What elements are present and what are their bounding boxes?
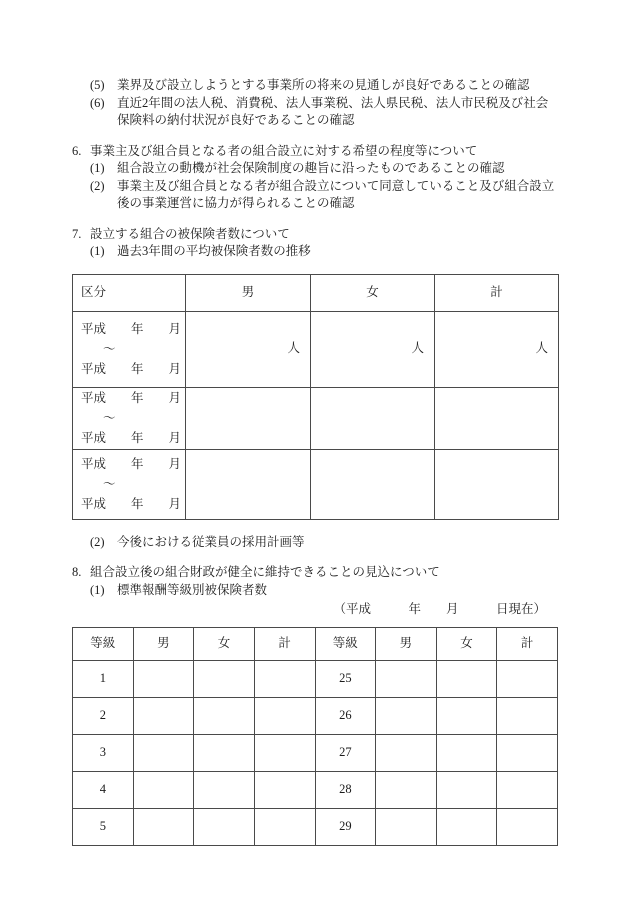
grade-cell bbox=[194, 734, 255, 771]
section-7-item-2 bbox=[90, 534, 558, 552]
grade-cell: 26 bbox=[315, 697, 376, 734]
grade-cell bbox=[376, 697, 437, 734]
item-label: (1) bbox=[90, 582, 105, 597]
section-number: 6. bbox=[72, 143, 82, 158]
grade-cell bbox=[133, 660, 194, 697]
column-header: 男 bbox=[186, 274, 311, 311]
column-header: 計 bbox=[497, 627, 558, 660]
item-text: 組合設立の動機が社会保険制度の趣旨に沿ったものであることの確認 bbox=[117, 161, 505, 175]
grade-cell bbox=[254, 660, 315, 697]
grade-table-header-row bbox=[73, 627, 558, 660]
section-8-item-1 bbox=[90, 582, 558, 600]
count-cell bbox=[435, 449, 559, 519]
grade-cell: 27 bbox=[315, 734, 376, 771]
item-text: 事業主及び組合員となる者が組合設立について同意していること及び組合設立後の事業運営に協力が得られることの確認 bbox=[117, 178, 555, 210]
period-cell bbox=[73, 449, 186, 519]
avg-insured-table bbox=[72, 274, 559, 520]
item-label: (1) bbox=[90, 161, 105, 175]
period-line: 平成 年 月 bbox=[81, 362, 182, 376]
item-text: 標準報酬等級別被保険者数 bbox=[117, 582, 268, 597]
section-title: 組合設立後の組合財政が健全に維持できることの見込について bbox=[90, 565, 440, 579]
section-6-item-2 bbox=[90, 178, 558, 213]
item-label: (6) bbox=[90, 95, 105, 110]
grade-cell: 3 bbox=[73, 734, 134, 771]
count-cell bbox=[311, 449, 435, 519]
count-cell: 人 bbox=[186, 311, 311, 387]
grade-cell: 2 bbox=[73, 697, 134, 734]
item-text: 業界及び設立しようとする事業所の将来の見通しが良好であることの確認 bbox=[117, 78, 530, 92]
avg-table-row bbox=[73, 311, 559, 387]
item-text: 過去3年間の平均被保険者数の推移 bbox=[117, 244, 311, 258]
period-line: ～ bbox=[103, 411, 116, 425]
grade-cell bbox=[376, 660, 437, 697]
grade-cell bbox=[194, 771, 255, 808]
grade-cell bbox=[254, 771, 315, 808]
grade-cell bbox=[194, 808, 255, 845]
grade-table-row bbox=[73, 660, 558, 697]
period-cell bbox=[73, 387, 186, 449]
period-line: 平成 年 月 bbox=[81, 322, 182, 336]
period-line: ～ bbox=[103, 477, 116, 491]
avg-table-body bbox=[73, 311, 559, 519]
grade-cell bbox=[436, 808, 497, 845]
section-6-heading bbox=[72, 143, 558, 161]
grade-cell bbox=[133, 771, 194, 808]
item-label: (5) bbox=[90, 78, 105, 92]
grade-cell: 28 bbox=[315, 771, 376, 808]
column-header: 女 bbox=[436, 627, 497, 660]
grade-cell bbox=[497, 808, 558, 845]
grade-cell bbox=[254, 808, 315, 845]
column-header: 計 bbox=[254, 627, 315, 660]
grade-cell bbox=[133, 808, 194, 845]
grade-cell bbox=[497, 697, 558, 734]
column-header: 女 bbox=[311, 274, 435, 311]
section-number: 8. bbox=[72, 565, 82, 579]
column-header: 区分 bbox=[73, 274, 186, 311]
grade-table-row bbox=[73, 697, 558, 734]
item-label: (2) bbox=[90, 178, 105, 193]
period-line: ～ bbox=[103, 342, 116, 356]
grade-cell bbox=[497, 734, 558, 771]
grade-cell bbox=[497, 771, 558, 808]
period-line: 平成 年 月 bbox=[81, 497, 182, 511]
count-cell: 人 bbox=[435, 311, 559, 387]
count-cell: 人 bbox=[311, 311, 435, 387]
grade-table-body bbox=[73, 660, 558, 845]
column-header: 女 bbox=[194, 627, 255, 660]
period-line: 平成 年 月 bbox=[81, 457, 182, 471]
avg-table-row bbox=[73, 387, 559, 449]
grade-cell bbox=[254, 734, 315, 771]
grade-cell bbox=[133, 697, 194, 734]
avg-table-row bbox=[73, 449, 559, 519]
grade-cell bbox=[254, 697, 315, 734]
section-8-heading bbox=[72, 564, 558, 582]
grade-cell: 1 bbox=[73, 660, 134, 697]
period-line: 平成 年 月 bbox=[81, 391, 182, 405]
grade-cell bbox=[376, 734, 437, 771]
grade-cell bbox=[436, 734, 497, 771]
grade-table-row bbox=[73, 771, 558, 808]
grade-table-row bbox=[73, 808, 558, 845]
as-of-date-note: （平成 年 月 日現在） bbox=[333, 602, 546, 616]
grade-cell bbox=[376, 808, 437, 845]
intro-item-5 bbox=[90, 77, 558, 95]
count-cell bbox=[186, 387, 311, 449]
grade-cell: 25 bbox=[315, 660, 376, 697]
item-label: (2) bbox=[90, 534, 105, 549]
grade-cell bbox=[194, 660, 255, 697]
item-text: 今後における従業員の採用計画等 bbox=[117, 534, 305, 549]
grade-cell: 4 bbox=[73, 771, 134, 808]
item-text: 直近2年間の法人税、消費税、法人事業税、法人県民税、法人市民税及び社会保険料の納付状況が良好であることの確認 bbox=[117, 95, 549, 127]
section-title: 設立する組合の被保険者数について bbox=[90, 226, 290, 241]
grade-cell bbox=[436, 771, 497, 808]
section-7-item-1 bbox=[90, 243, 558, 261]
period-line: 平成 年 月 bbox=[81, 431, 182, 445]
item-label: (1) bbox=[90, 244, 105, 258]
grade-cell bbox=[133, 734, 194, 771]
grade-table-row bbox=[73, 734, 558, 771]
grade-cell bbox=[194, 697, 255, 734]
column-header: 男 bbox=[376, 627, 437, 660]
grade-cell bbox=[497, 660, 558, 697]
period-cell bbox=[73, 311, 186, 387]
avg-table-header-row bbox=[73, 274, 559, 311]
grade-cell: 5 bbox=[73, 808, 134, 845]
intro-item-6 bbox=[90, 95, 558, 130]
count-cell bbox=[311, 387, 435, 449]
section-7-heading bbox=[72, 226, 558, 244]
grade-insured-table bbox=[72, 627, 558, 846]
grade-cell bbox=[436, 697, 497, 734]
grade-cell bbox=[436, 660, 497, 697]
count-cell bbox=[186, 449, 311, 519]
column-header: 男 bbox=[133, 627, 194, 660]
count-cell bbox=[435, 387, 559, 449]
grade-cell: 29 bbox=[315, 808, 376, 845]
section-title: 事業主及び組合員となる者の組合設立に対する希望の程度等について bbox=[90, 143, 478, 158]
column-header: 計 bbox=[435, 274, 559, 311]
section-number: 7. bbox=[72, 226, 82, 241]
column-header: 等級 bbox=[73, 627, 134, 660]
column-header: 等級 bbox=[315, 627, 376, 660]
section-6-item-1 bbox=[90, 160, 558, 178]
grade-cell bbox=[376, 771, 437, 808]
